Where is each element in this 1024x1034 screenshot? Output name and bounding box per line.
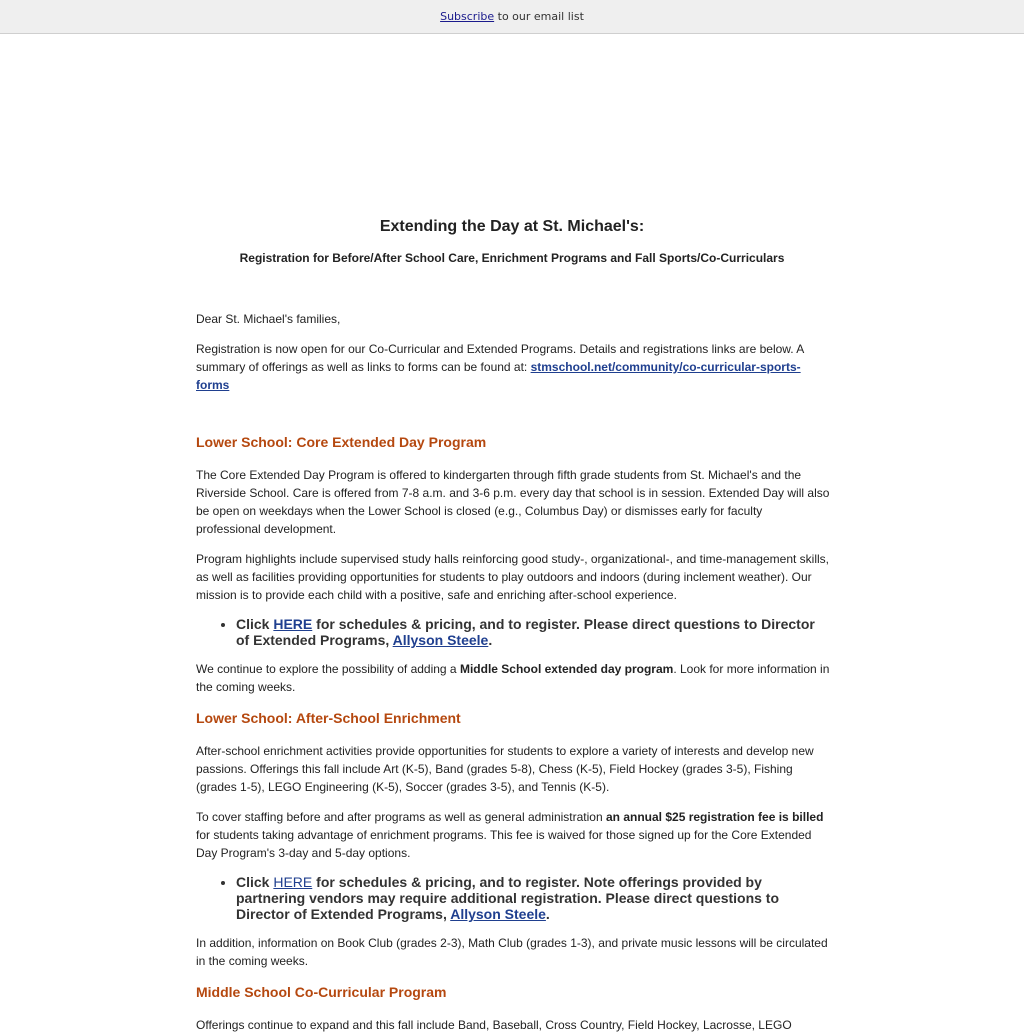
intro-paragraph: [196, 340, 830, 394]
core-cta-item: [236, 616, 830, 648]
registration-fee-emphasis: an annual $25 registration fee is billed: [606, 810, 824, 824]
cta-text: .: [545, 906, 550, 922]
section-heading-after-school-enrichment: Lower School: After-School Enrichment: [196, 710, 461, 726]
email-body: [196, 217, 830, 1034]
enrichment-contact-allyson-steele-link[interactable]: Allyson Steele: [450, 906, 546, 922]
section-heading-middle-school-co-curricular: Middle School Co-Curricular Program: [196, 984, 447, 1000]
core-contact-allyson-steele-link[interactable]: Allyson Steele: [392, 632, 489, 648]
page-subtitle: Registration for Before/After School Care, Enrichment Programs and Fall Sports/Co-Curriculars: [239, 251, 785, 265]
enrichment-cta-item: [236, 874, 830, 922]
enrichment-cta-list: [196, 874, 830, 922]
page-title: Extending the Day at St. Michael's:: [379, 218, 645, 235]
enrichment-register-here-link[interactable]: HERE: [273, 874, 313, 890]
enrichment-paragraph-1: After-school enrichment activities provide opportunities for students to explore a variety of interests and develop new passions. Offerings this fall include Art (K-5), Band (grades 5-8), Chess (K-5), Field Hockey (grades 3-5), Fishing (grades 1-5), LEGO Engineering (K-5), Soccer (grades 3-5), and Tennis (K-5).: [196, 744, 814, 794]
enrichment-paragraph-3: In addition, information on Book Club (grades 2-3), Math Club (grades 1-3), and private music lessons will be circulated in the coming weeks.: [196, 936, 828, 968]
cta-text: for schedules & pricing, and to register. Please direct questions to Director of Extended Programs,: [236, 616, 815, 648]
section-heading-core-extended-day: Lower School: Core Extended Day Program: [196, 434, 487, 450]
cta-text: .: [488, 632, 493, 648]
cta-text: Click: [236, 874, 274, 890]
enrichment-paragraph-2: [196, 808, 830, 862]
middle-school-extended-day-emphasis: Middle School extended day program: [459, 662, 674, 676]
co-curricular-forms-link[interactable]: stmschool.net/community/co-curricular-sports-forms: [196, 360, 801, 392]
core-paragraph-2: Program highlights include supervised study halls reinforcing good study-, organizational-, and time-management skills, as well as facilities providing opportunities for students to play outdoors and indoors (during inclement weather). Our mission is to provide each child with a positive, safe and enriching after-school experience.: [196, 552, 829, 602]
text: for students taking advantage of enrichment programs. This fee is waived for those signed up for the Core Extended Day Program's 3-day and 5-day options.: [196, 828, 812, 860]
text: To cover staffing before and after programs as well as general administration: [196, 810, 606, 824]
core-paragraph-3: [196, 660, 830, 696]
core-register-here-link[interactable]: HERE: [273, 616, 313, 632]
middle-paragraph-1: Offerings continue to expand and this fall include Band, Baseball, Cross Country, Field Hockey, Lacrosse, LEGO: [196, 1018, 792, 1032]
cta-text: for schedules & pricing, and to register. Note offerings provided by partnering vendors may require additional registration. Please direct questions to Director of Extended Programs,: [236, 874, 780, 922]
subscribe-bar: [0, 0, 1024, 34]
core-paragraph-1: The Core Extended Day Program is offered to kindergarten through fifth grade students from St. Michael's and the Riverside School. Care is offered from 7-8 a.m. and 3-6 p.m. every day that school is in session. Extended Day will also be open on weekdays when the Lower School is closed (e.g., Columbus Day) or dismisses early for faculty professional development.: [196, 468, 830, 536]
cta-text: Click: [236, 616, 274, 632]
text: We continue to explore the possibility of adding a: [196, 662, 460, 676]
intro-text: Registration is now open for our Co-Curricular and Extended Programs. Details and registrations links are below. A summary of offerings as well as links to forms can be found at:: [196, 342, 804, 374]
header-image-placeholder: [0, 34, 1024, 214]
core-cta-list: [196, 616, 830, 648]
subscribe-text: to our email list: [494, 10, 584, 23]
subscribe-link[interactable]: Subscribe: [440, 10, 495, 23]
greeting: Dear St. Michael's families,: [196, 312, 341, 326]
text: . Look for more information in the coming weeks.: [196, 662, 830, 694]
